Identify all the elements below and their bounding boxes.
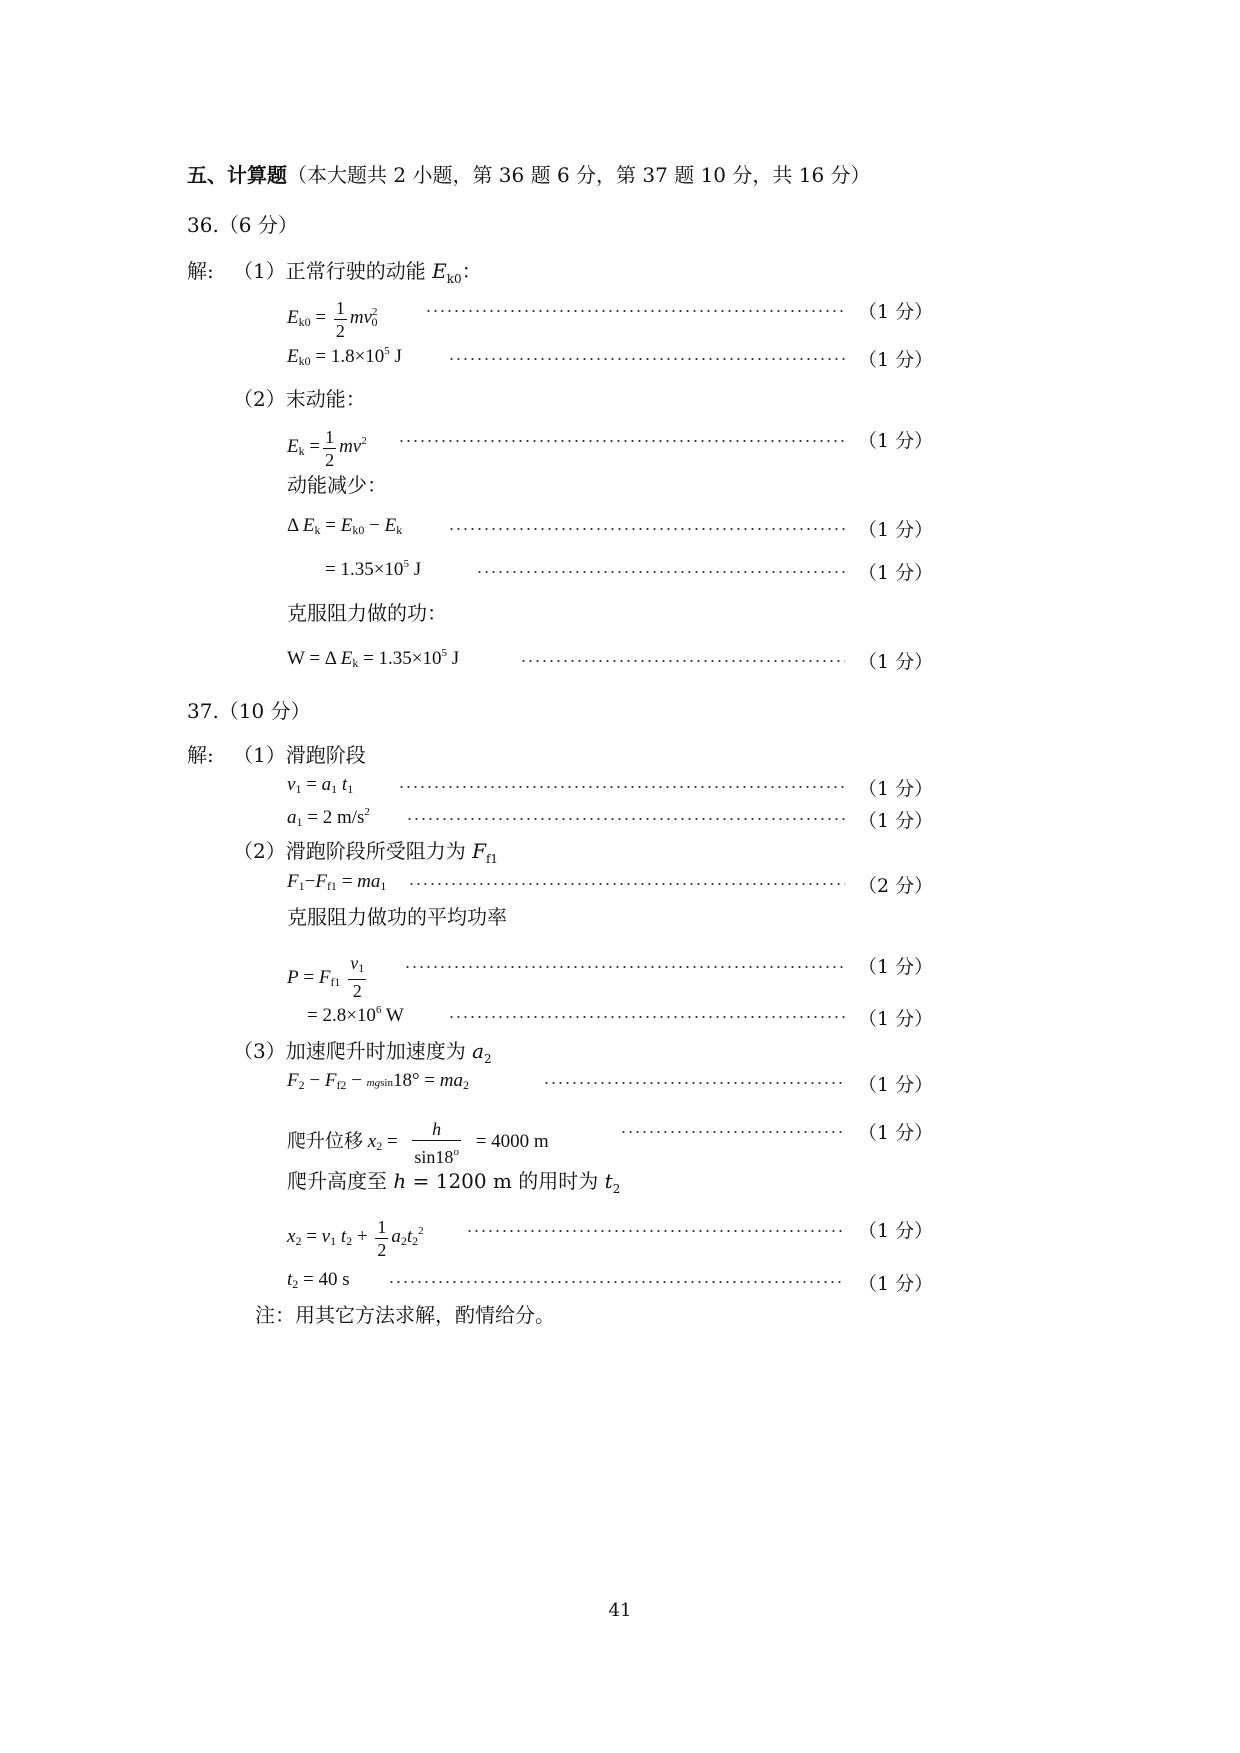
- formula-text: $E_{k0} = 1.8\times 10^5$ J: [287, 345, 402, 368]
- q37-part2-text: （2）滑跑阶段所受阻力为: [233, 839, 473, 863]
- leader-dots: [448, 1016, 845, 1018]
- q37-formula-power-value: [0, 998, 1240, 1034]
- formula-text: $v_1 = a_1$ $t_1$: [287, 774, 354, 796]
- leader-dots: [476, 571, 845, 573]
- q37-formula-newton2: [0, 1064, 1240, 1100]
- formula-text: Δ $E_k = E_{k0} - E_k$: [287, 515, 403, 537]
- q36-work-label: 克服阻力做的功：: [287, 601, 447, 625]
- formula-text: $E_{k0}$ = $\frac{1}{2}$ $mv^2_0$: [287, 298, 378, 341]
- section-title-bold: 五、计算题: [187, 163, 287, 187]
- score: （1 分）: [858, 810, 934, 832]
- section-title: [187, 162, 871, 188]
- q37-formula-kinematics: [0, 1200, 1240, 1260]
- q37-formula-v1: [0, 770, 1240, 802]
- q37-formula-newton1: [0, 866, 1240, 900]
- leader-dots: [425, 310, 845, 312]
- leader-dots: [448, 528, 845, 530]
- leader-dots: [398, 440, 845, 442]
- q37-formula-t2: [0, 1264, 1240, 1298]
- score: （1 分）: [858, 1122, 934, 1144]
- fraction-numerator: 1: [325, 427, 335, 447]
- q36-formula-delta-ek: [0, 508, 1240, 548]
- q36-formula-ek0-def: [0, 285, 1240, 341]
- leader-dots: [620, 1131, 845, 1133]
- q36-part1-sub: k0: [446, 272, 462, 286]
- formula-text: $a_1 = 2$ $m/s^2$: [287, 806, 370, 829]
- fraction-denominator: sin18$^o$: [414, 1146, 459, 1167]
- q37-solve-label: 解:: [187, 743, 214, 767]
- score: （1 分）: [858, 956, 934, 978]
- fraction-denominator: 2: [325, 450, 335, 470]
- q36-solve-label: 解:: [187, 259, 214, 283]
- leader-dots: [466, 1230, 845, 1232]
- formula-text: $F_2 - F_{f2} - mgsin18^\circ = ma_2$: [287, 1070, 470, 1092]
- fraction: [323, 426, 336, 471]
- score: （1 分）: [858, 1008, 934, 1030]
- q37-part1-label: （1）滑跑阶段: [233, 743, 366, 767]
- score: （1 分）: [858, 562, 934, 584]
- score: （1 分）: [858, 1074, 934, 1096]
- score: （1 分）: [858, 1220, 934, 1242]
- fraction-numerator: 1: [335, 298, 345, 318]
- q36-header: 36.（6 分）: [187, 213, 298, 237]
- leader-dots: [404, 966, 845, 968]
- leader-dots: [406, 818, 845, 820]
- formula-text: $x_2 = v_1$ $t_2$ + $\frac{1}{2}$ $a_2t_2^2$: [287, 1217, 424, 1260]
- q36-decrease-label: 动能减少：: [287, 473, 387, 497]
- q37-note: 注：用其它方法求解，酌情给分。: [255, 1303, 555, 1327]
- fraction-numerator: 1: [377, 1217, 387, 1237]
- score: （1 分）: [858, 519, 934, 541]
- q37-header: 37.（10 分）: [187, 699, 311, 723]
- score: （1 分）: [858, 1273, 934, 1295]
- formula-text: $F_1-F_{f1} = ma_1$: [287, 871, 387, 893]
- page-number: 41: [608, 1600, 632, 1621]
- q37-formula-displacement: [0, 1100, 1240, 1167]
- q36-formula-ek-def: [0, 412, 1240, 468]
- q37-part3-sub: 2: [484, 1052, 492, 1066]
- q37-part2-sub: f1: [485, 852, 499, 866]
- leader-dots: [520, 660, 845, 662]
- fraction: [412, 1118, 461, 1168]
- formula-text: $P = F_{f1}$ $\frac{v_1}{2}$: [287, 953, 365, 1001]
- q36-part1-var: E: [432, 259, 447, 283]
- score: （2 分）: [858, 875, 934, 897]
- q36-formula-ek0-value: [0, 338, 1240, 378]
- q37-part2-var: F: [472, 839, 486, 863]
- leader-dots: [543, 1082, 845, 1084]
- q37-height-label: 爬升高度至 h = 1200 m 的用时为 $t_2$: [287, 1169, 621, 1196]
- q37-part3-var: a: [472, 1039, 485, 1063]
- leader-dots: [398, 786, 845, 788]
- leader-dots: [408, 883, 845, 885]
- score: （1 分）: [858, 430, 934, 452]
- fraction-numerator: h: [412, 1118, 461, 1141]
- formula-text: W = Δ $E_k = 1.35\times 10^5$ J: [287, 647, 460, 670]
- formula-text: = $1.35\times 10^5$ J: [325, 558, 422, 580]
- q37-formula-power: [0, 936, 1240, 1001]
- q36-formula-work: [0, 640, 1240, 680]
- q36-formula-delta-value: [0, 551, 1240, 591]
- score: （1 分）: [858, 778, 934, 800]
- fraction-numerator: $v_1$: [348, 952, 366, 980]
- fraction: [375, 1216, 388, 1261]
- score: （1 分）: [858, 301, 934, 323]
- section-title-rest: （本大题共 2 小题，第 36 题 6 分，第 37 题 10 分，共 16 分）: [287, 163, 871, 187]
- q36-part1-text: （1）正常行驶的动能: [233, 259, 433, 283]
- fraction-denominator: 2: [377, 1240, 387, 1260]
- q36-part2-label: （2）末动能：: [233, 387, 366, 411]
- q37-part3-text: （3）加速爬升时加速度为: [233, 1039, 473, 1063]
- score: （1 分）: [858, 651, 934, 673]
- leader-dots: [448, 358, 845, 360]
- q36-part1-colon: ：: [461, 259, 482, 283]
- formula-text: $t_2 = 40$ s: [287, 1269, 350, 1291]
- fraction: [348, 952, 366, 1002]
- q37-formula-a1: [0, 802, 1240, 834]
- leader-dots: [388, 1281, 845, 1283]
- fraction: [334, 297, 347, 342]
- q37-power-label: 克服阻力做功的平均功率: [287, 905, 507, 929]
- fraction-denominator: 2: [335, 321, 345, 341]
- score: （1 分）: [858, 349, 934, 371]
- fraction-denominator: 2: [352, 981, 362, 1001]
- formula-text: 爬升位移 $x_2$ = $\frac{h}{\sin 18^o}$ = 4000 m: [287, 1119, 549, 1167]
- formula-text: $E_k$ = $\frac{1}{2}$ $mv^2$: [287, 427, 367, 470]
- formula-text: = $2.8\times 10^6$ W: [307, 1004, 404, 1026]
